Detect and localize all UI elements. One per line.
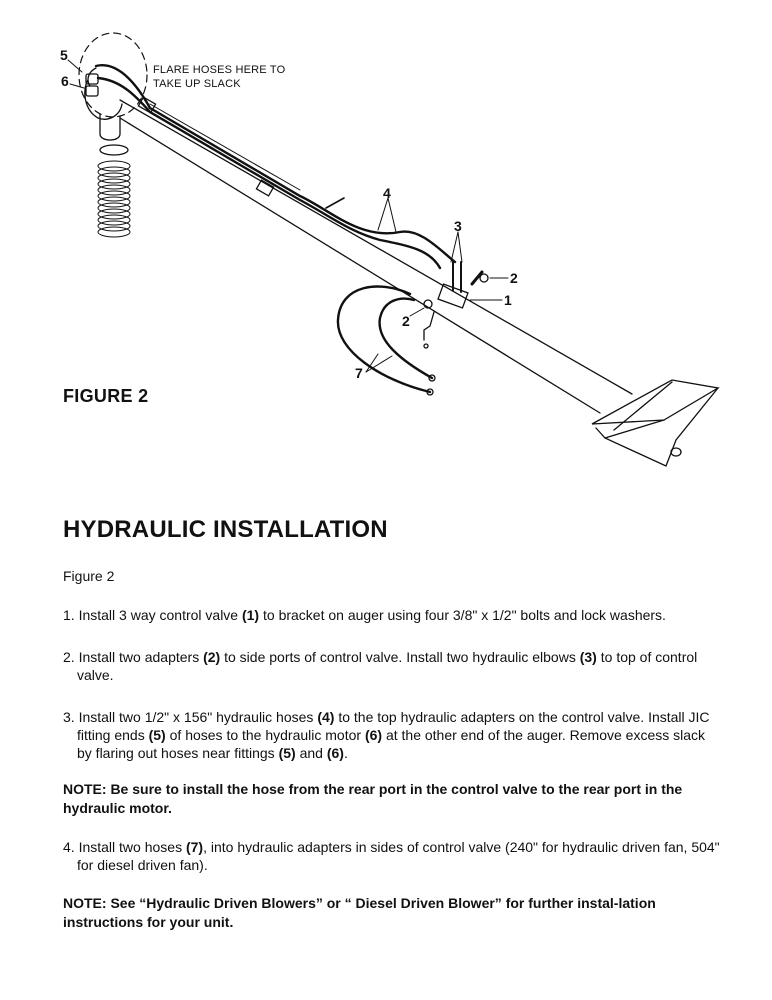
step-text: Install two 1/2" x 156" hydraulic hoses xyxy=(78,709,318,725)
part-ref: (5) xyxy=(148,727,166,743)
step-4 xyxy=(63,838,723,874)
part-ref: (7) xyxy=(185,839,204,855)
step-text: . xyxy=(343,745,348,761)
callout-1: 1 xyxy=(504,292,512,308)
step-text: to side ports of control valve. Install two hydraulic elbows xyxy=(220,649,580,665)
flare-hoses-note xyxy=(153,63,285,91)
step-text: to the top hydraulic adapters on the control valve. Install JIC fitting ends xyxy=(77,709,710,743)
figure-reference: Figure 2 xyxy=(63,568,115,584)
step-number: 1. xyxy=(63,607,75,623)
step-text: at the other end of the auger. Remove excess slack by flaring out hoses near fittings xyxy=(77,727,706,761)
step-text: Install two hoses xyxy=(78,839,186,855)
step-text: of hoses to the hydraulic motor xyxy=(165,727,365,743)
flare-note-line-1: FLARE HOSES HERE TO xyxy=(153,64,286,76)
step-2 xyxy=(63,648,723,684)
callout-6: 6 xyxy=(61,73,69,89)
callout-5: 5 xyxy=(60,47,68,63)
step-text: Install 3 way control valve xyxy=(78,607,242,623)
part-ref: (6) xyxy=(364,727,383,743)
step-text: to top of control valve. xyxy=(77,649,698,683)
step-number: 3. xyxy=(63,709,75,725)
step-text: Install two adapters xyxy=(78,649,204,665)
callout-2-right: 2 xyxy=(510,270,518,286)
part-ref: (3) xyxy=(579,649,597,665)
note-blowers: NOTE: See “Hydraulic Driven Blowers” or “ Diesel Driven Blower” for further instal-lation instructions for your unit. xyxy=(63,895,656,930)
part-ref: (2) xyxy=(203,649,221,665)
part-ref: (1) xyxy=(241,607,260,623)
hydraulic-installation-section xyxy=(63,516,723,932)
step-text: and xyxy=(295,745,327,761)
callout-7: 7 xyxy=(355,365,363,381)
part-ref: (4) xyxy=(317,709,335,725)
section-title: HYDRAULIC INSTALLATION xyxy=(63,516,388,543)
flare-note-line-2: TAKE UP SLACK xyxy=(153,78,241,90)
callout-2-left: 2 xyxy=(402,313,410,329)
part-ref: (5) xyxy=(278,745,296,761)
note-rear-port: NOTE: Be sure to install the hose from the rear port in the control valve to the rear port in the hydraulic motor. xyxy=(63,781,683,816)
part-ref: (6) xyxy=(326,745,344,761)
auger-hydraulic-diagram xyxy=(0,0,772,480)
step-1 xyxy=(63,606,723,624)
step-text: to bracket on auger using four 3/8" x 1/2" bolts and lock washers. xyxy=(259,607,666,623)
figure-caption: FIGURE 2 xyxy=(63,386,149,406)
step-number: 2. xyxy=(63,649,75,665)
callout-3: 3 xyxy=(454,218,462,234)
callout-4: 4 xyxy=(383,185,391,201)
figure-2-diagram xyxy=(0,0,772,480)
step-number: 4. xyxy=(63,839,75,855)
step-text: , into hydraulic adapters in sides of control valve (240" for hydraulic driven fan, 504" for diesel driven fan). xyxy=(77,839,720,873)
step-3 xyxy=(63,708,723,762)
